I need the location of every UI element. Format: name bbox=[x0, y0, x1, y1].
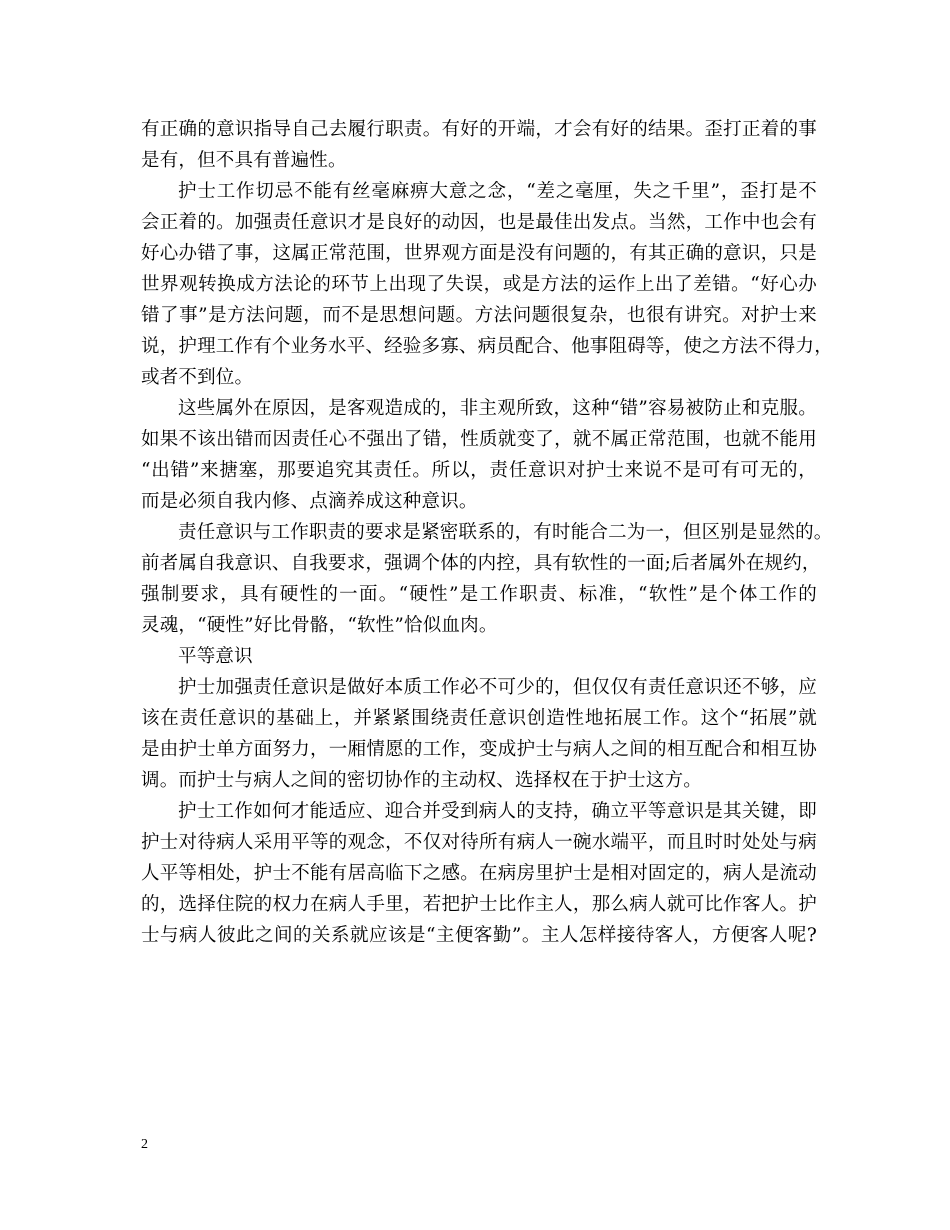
page-number: 2 bbox=[141, 1137, 148, 1152]
text-line: 是有，但不具有普遍性。 bbox=[141, 150, 347, 171]
text-line: 世界观转换成方法论的环节上出现了失误，或是方法的运作上出了差错。“好心办 bbox=[141, 274, 817, 295]
text-line: 前者属自我意识、自我要求，强调个体的内控，具有软性的一面;后者属外在规约， bbox=[141, 553, 821, 574]
text-line: 或者不到位。 bbox=[141, 367, 254, 388]
text-line: 士与病人彼此之间的关系就应该是“主便客勤”。主人怎样接待客人，方便客人呢? bbox=[141, 925, 817, 946]
text-line: 的，选择住院的权力在病人手里，若把护士比作主人，那么病人就可比作客人。护 bbox=[141, 894, 817, 915]
text-line: “出错”来搪塞，那要追究其责任。所以，责任意识对护士来说不是可有可无的， bbox=[141, 460, 817, 481]
text-line: 护士工作切忌不能有丝毫麻痹大意之念，“差之毫厘，失之千里”，歪打是不 bbox=[178, 181, 817, 202]
text-line: 调。而护士与病人之间的密切协作的主动权、选择权在于护士这方。 bbox=[141, 770, 703, 791]
text-line: 护士对待病人采用平等的观念，不仅对待所有病人一碗水端平，而且时时处处与病 bbox=[141, 832, 817, 853]
text-line: 如果不该出错而因责任心不强出了错，性质就变了，就不属正常范围，也就不能用 bbox=[141, 429, 817, 450]
text-line: 该在责任意识的基础上，并紧紧围绕责任意识创造性地拓展工作。这个“拓展”就 bbox=[141, 708, 817, 729]
body-text bbox=[141, 114, 833, 951]
text-line: 强制要求，具有硬性的一面。“硬性”是工作职责、标准，“软性”是个体工作的 bbox=[141, 584, 817, 605]
text-line: 错了事”是方法问题，而不是思想问题。方法问题很复杂，也很有讲究。对护士来 bbox=[141, 305, 817, 326]
section-heading: 平等意识 bbox=[178, 646, 253, 667]
text-line: 护士加强责任意识是做好本质工作必不可少的，但仅仅有责任意识还不够，应 bbox=[178, 677, 817, 698]
text-line: 好心办错了事，这属正常范围，世界观方面是没有问题的，有其正确的意识，只是 bbox=[141, 243, 817, 264]
text-line: 会正着的。加强责任意识才是良好的动因，也是最佳出发点。当然，工作中也会有 bbox=[141, 212, 817, 233]
text-line: 是由护士单方面努力，一厢情愿的工作，变成护士与病人之间的相互配合和相互协 bbox=[141, 739, 817, 760]
text-line: 说，护理工作有个业务水平、经验多寡、病员配合、他事阻碍等，使之方法不得力， bbox=[141, 336, 833, 357]
text-line: 责任意识与工作职责的要求是紧密联系的，有时能合二为一，但区别是显然的。 bbox=[178, 522, 833, 543]
text-line: 人平等相处，护士不能有居高临下之感。在病房里护士是相对固定的，病人是流动 bbox=[141, 863, 817, 884]
text-line: 灵魂，“硬性”好比骨骼，“软性”恰似血肉。 bbox=[141, 615, 498, 636]
text-line: 这些属外在原因，是客观造成的，非主观所致，这种“错”容易被防止和克服。 bbox=[178, 398, 817, 419]
text-line: 护士工作如何才能适应、迎合并受到病人的支持，确立平等意识是其关键，即 bbox=[178, 801, 817, 822]
text-line: 有正确的意识指导自己去履行职责。有好的开端，才会有好的结果。歪打正着的事 bbox=[141, 119, 817, 140]
text-line: 而是必须自我内修、点滴养成这种意识。 bbox=[141, 491, 478, 512]
